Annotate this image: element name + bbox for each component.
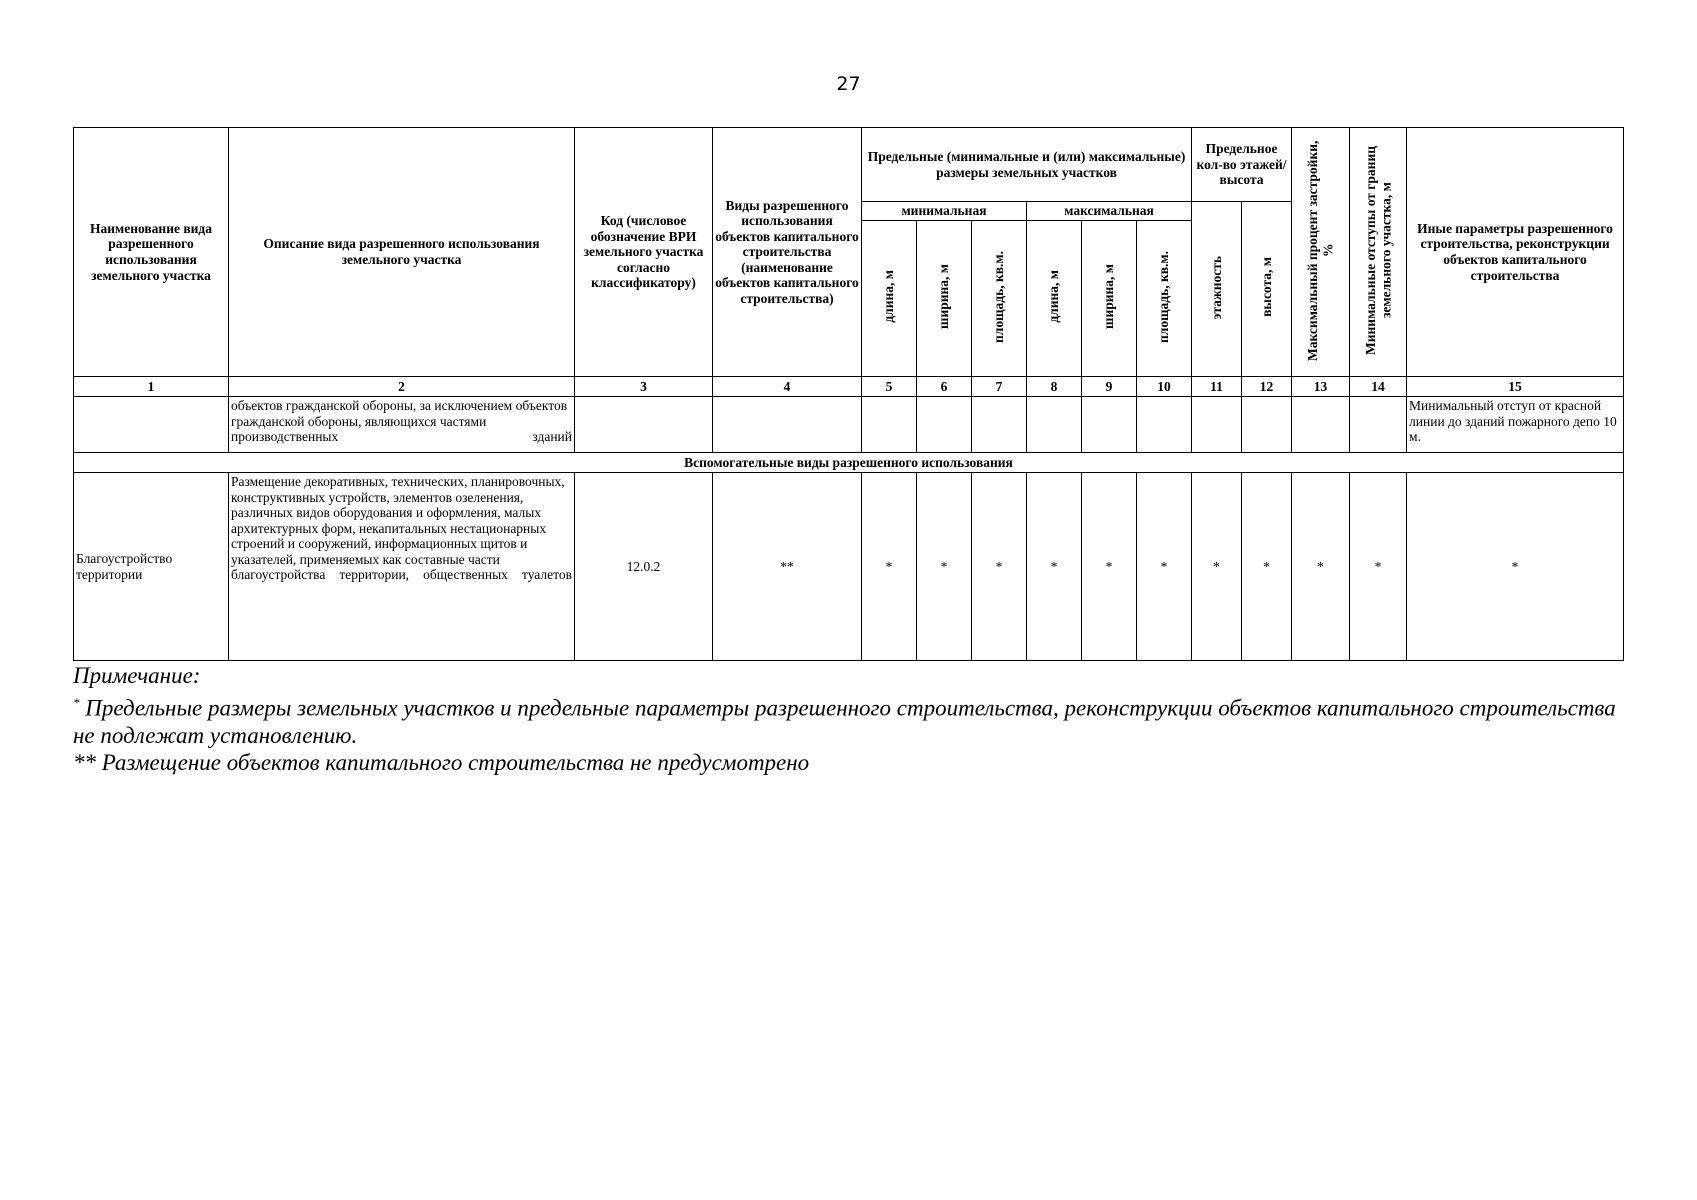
column-number: 10 [1137,377,1192,397]
note-1-text: Предельные размеры земельных участков и предельные параметры разрешенного строительства, реконструкции объектов капитального строительства не подлежат установлению. [73,695,1616,748]
header-minimum: минимальная [862,202,1027,221]
column-number: 11 [1192,377,1242,397]
continuation-other-parameters: Минимальный отступ от красной линии до зданий пожарного депо 10 м. [1407,397,1624,453]
column-number: 14 [1350,377,1407,397]
header-description: Описание вида разрешенного использования земельного участка [229,128,575,377]
column-number: 9 [1082,377,1137,397]
cell-empty [1242,397,1292,453]
param-max-coverage: * [1292,473,1350,661]
column-number: 7 [972,377,1027,397]
cell-empty [1292,397,1350,453]
header-max-area: площадь, кв.м. [1137,221,1192,377]
page-number: 27 [836,73,861,95]
header-land-use-name: Наименование вида разрешенного использования земельного участка [74,128,229,377]
param-max-area: * [1137,473,1192,661]
param-min-area: * [972,473,1027,661]
header-max-coverage: Максимальный процент застройки, % [1292,128,1350,377]
cell-empty [575,397,713,453]
cell-empty [972,397,1027,453]
note-1-mark: * [73,695,80,710]
header-capital-use-types: Виды разрешенного использования объектов капитального строительства (наименование объектов капитального строительства) [713,128,862,377]
note-2: ** Размещение объектов капитального строительства не предусмотрено [73,749,810,775]
header-min-area: площадь, кв.м. [972,221,1027,377]
capital-use-types: ** [713,473,862,661]
notes-title: Примечание: [73,663,201,688]
section-title-auxiliary-uses: Вспомогательные виды разрешенного использования [74,453,1624,473]
zoning-parameters-table [73,127,1624,661]
param-height: * [1242,473,1292,661]
header-max-length: длина, м [1027,221,1082,377]
column-number: 3 [575,377,713,397]
column-number: 6 [917,377,972,397]
param-max-width: * [1082,473,1137,661]
column-number: 8 [1027,377,1082,397]
cell-empty [713,397,862,453]
param-other: * [1407,473,1624,661]
cell-empty [1082,397,1137,453]
column-number: 12 [1242,377,1292,397]
continuation-description: объектов гражданской обороны, за исключением объектов гражданской обороны, являющихся частями производственных зданий [229,397,575,453]
column-number-row [74,377,1624,397]
column-number: 2 [229,377,575,397]
cell-empty [1027,397,1082,453]
cell-empty [862,397,917,453]
header-max-width: ширина, м [1082,221,1137,377]
header-floors: этажность [1192,202,1242,377]
param-max-length: * [1027,473,1082,661]
header-plot-size-limits: Предельные (минимальные и (или) максимальные) размеры земельных участков [862,128,1192,202]
land-use-description: Размещение декоративных, технических, планировочных, конструктивных устройств, элементов озеленения, различных видов оборудования и оформления, малых архитектурных форм, некапитальных нестационарных строений и сооружений, информационных щитов и указателей, применяемых как составные части благоустройства территории, общественных туалетов [229,473,575,661]
cell-empty [74,397,229,453]
param-min-setbacks: * [1350,473,1407,661]
header-floors-height: Предельное кол-во этажей/ высота [1192,128,1292,202]
column-number: 15 [1407,377,1624,397]
column-number: 13 [1292,377,1350,397]
header-height: высота, м [1242,202,1292,377]
land-use-code: 12.0.2 [575,473,713,661]
param-floors: * [1192,473,1242,661]
header-code: Код (числовое обозначение ВРИ земельного участка согласно классификатору) [575,128,713,377]
land-use-row [74,473,1624,661]
param-min-width: * [917,473,972,661]
cell-empty [1192,397,1242,453]
cell-empty [917,397,972,453]
header-min-setbacks: Минимальные отступы от границ земельного участка, м [1350,128,1407,377]
cell-empty [1137,397,1192,453]
land-use-name: Благоустройство территории [74,473,229,661]
column-number: 4 [713,377,862,397]
header-min-length: длина, м [862,221,917,377]
continuation-row [74,397,1624,453]
notes-block [73,662,1633,776]
header-other-parameters: Иные параметры разрешенного строительства, реконструкции объектов капитального строительства [1407,128,1624,377]
cell-empty [1350,397,1407,453]
header-maximum: максимальная [1027,202,1192,221]
header-min-width: ширина, м [917,221,972,377]
param-min-length: * [862,473,917,661]
note-1 [73,689,1633,749]
column-number: 1 [74,377,229,397]
column-number: 5 [862,377,917,397]
